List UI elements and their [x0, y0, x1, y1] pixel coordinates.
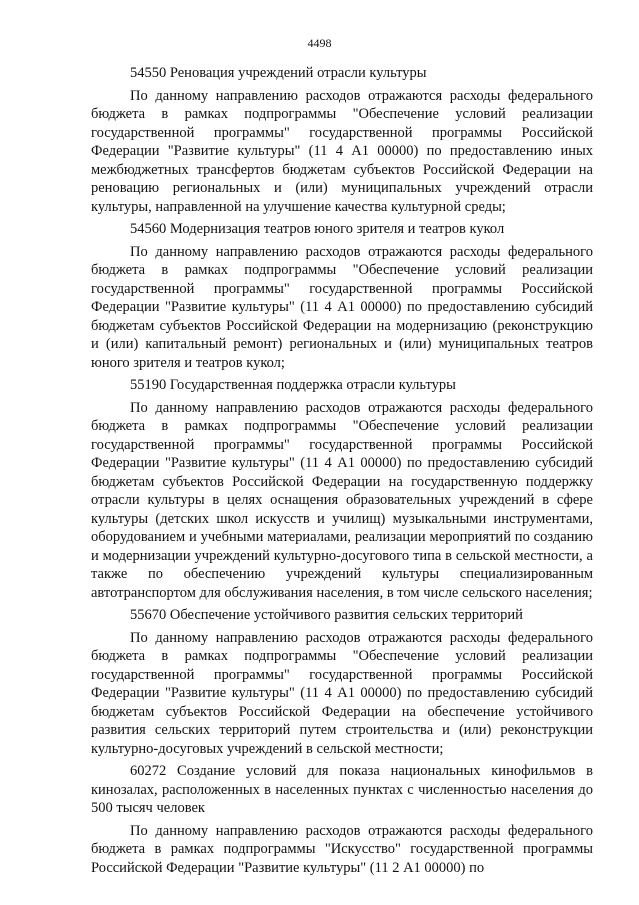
section-text-54560: По данному направлению расходов отражаются расходы федерального бюджета в рамках подпрограммы "Обеспечение условий реализации государственной программы" государственной программы Российской Федерации "Развитие культуры" (11 4 А1 00000) по предоставлению субсидий бюджетам субъектов Российской Федерации на модернизацию (реконструкцию и (или) капитальный ремонт) региональных и (или) муниципальных театров юного зрителя и театров кукол; [91, 243, 593, 371]
section-text-54550: По данному направлению расходов отражаются расходы федерального бюджета в рамках подпрограммы "Обеспечение условий реализации государственной программы" государственной программы Российской Федерации "Развитие культуры" (11 4 А1 00000) по предоставлению иных межбюджетных трансфертов бюджетам субъектов Российской Федерации на реновацию региональных и (или) муниципальных учреждений отрасли культуры, направленной на улучшение качества культурной среды; [91, 87, 593, 215]
section-text-55670: По данному направлению расходов отражаются расходы федерального бюджета в рамках подпрограммы "Обеспечение условий реализации государственной программы" государственной программы Российской Федерации "Развитие культуры" (11 4 А1 00000) по предоставлению субсидий бюджетам субъектов Российской Федерации на обеспечение устойчивого развития сельских территорий путем строительства и (или) реконструкции культурно-досуговых учреждений в сельской местности; [91, 629, 593, 757]
section-heading-55190: 55190 Государственная поддержка отрасли культуры [130, 377, 456, 393]
section-heading-54550: 54550 Реновация учреждений отрасли культуры [130, 65, 427, 81]
document-body [91, 64, 593, 877]
section-heading-55670: 55670 Обеспечение устойчивого развития сельских территорий [130, 607, 523, 623]
section-heading-60272: 60272 Создание условий для показа национальных кинофильмов в кинозалах, расположенных в населенных пунктах с численностью населения до 500 тысяч человек [91, 763, 593, 816]
section-text-60272: По данному направлению расходов отражаются расходы федерального бюджета в рамках подпрограммы "Искусство" государственной программы Российской Федерации "Развитие культуры" (11 2 А1 00000) по [91, 822, 593, 876]
section-text-55190: По данному направлению расходов отражаются расходы федерального бюджета в рамках подпрограммы "Обеспечение условий реализации государственной программы" государственной программы Российской Федерации "Развитие культуры" (11 4 А1 00000) по предоставлению субсидий бюджетам субъектов Российской Федерации на государственную поддержку отрасли культуры в целях оснащения образовательных учреждений в сфере культуры (детских школ искусств и училищ) музыкальными инструментами, оборудованием и учебными материалами, реализации мероприятий по созданию и модернизации учреждений культурно-досугового типа в сельской местности, а также по обеспечению учреждений культуры специализированным автотранспортом для обслуживания населения, в том числе сельского населения; [91, 399, 593, 601]
page-number: 4498 [307, 36, 332, 50]
section-heading-54560: 54560 Модернизация театров юного зрителя и театров кукол [130, 221, 505, 237]
